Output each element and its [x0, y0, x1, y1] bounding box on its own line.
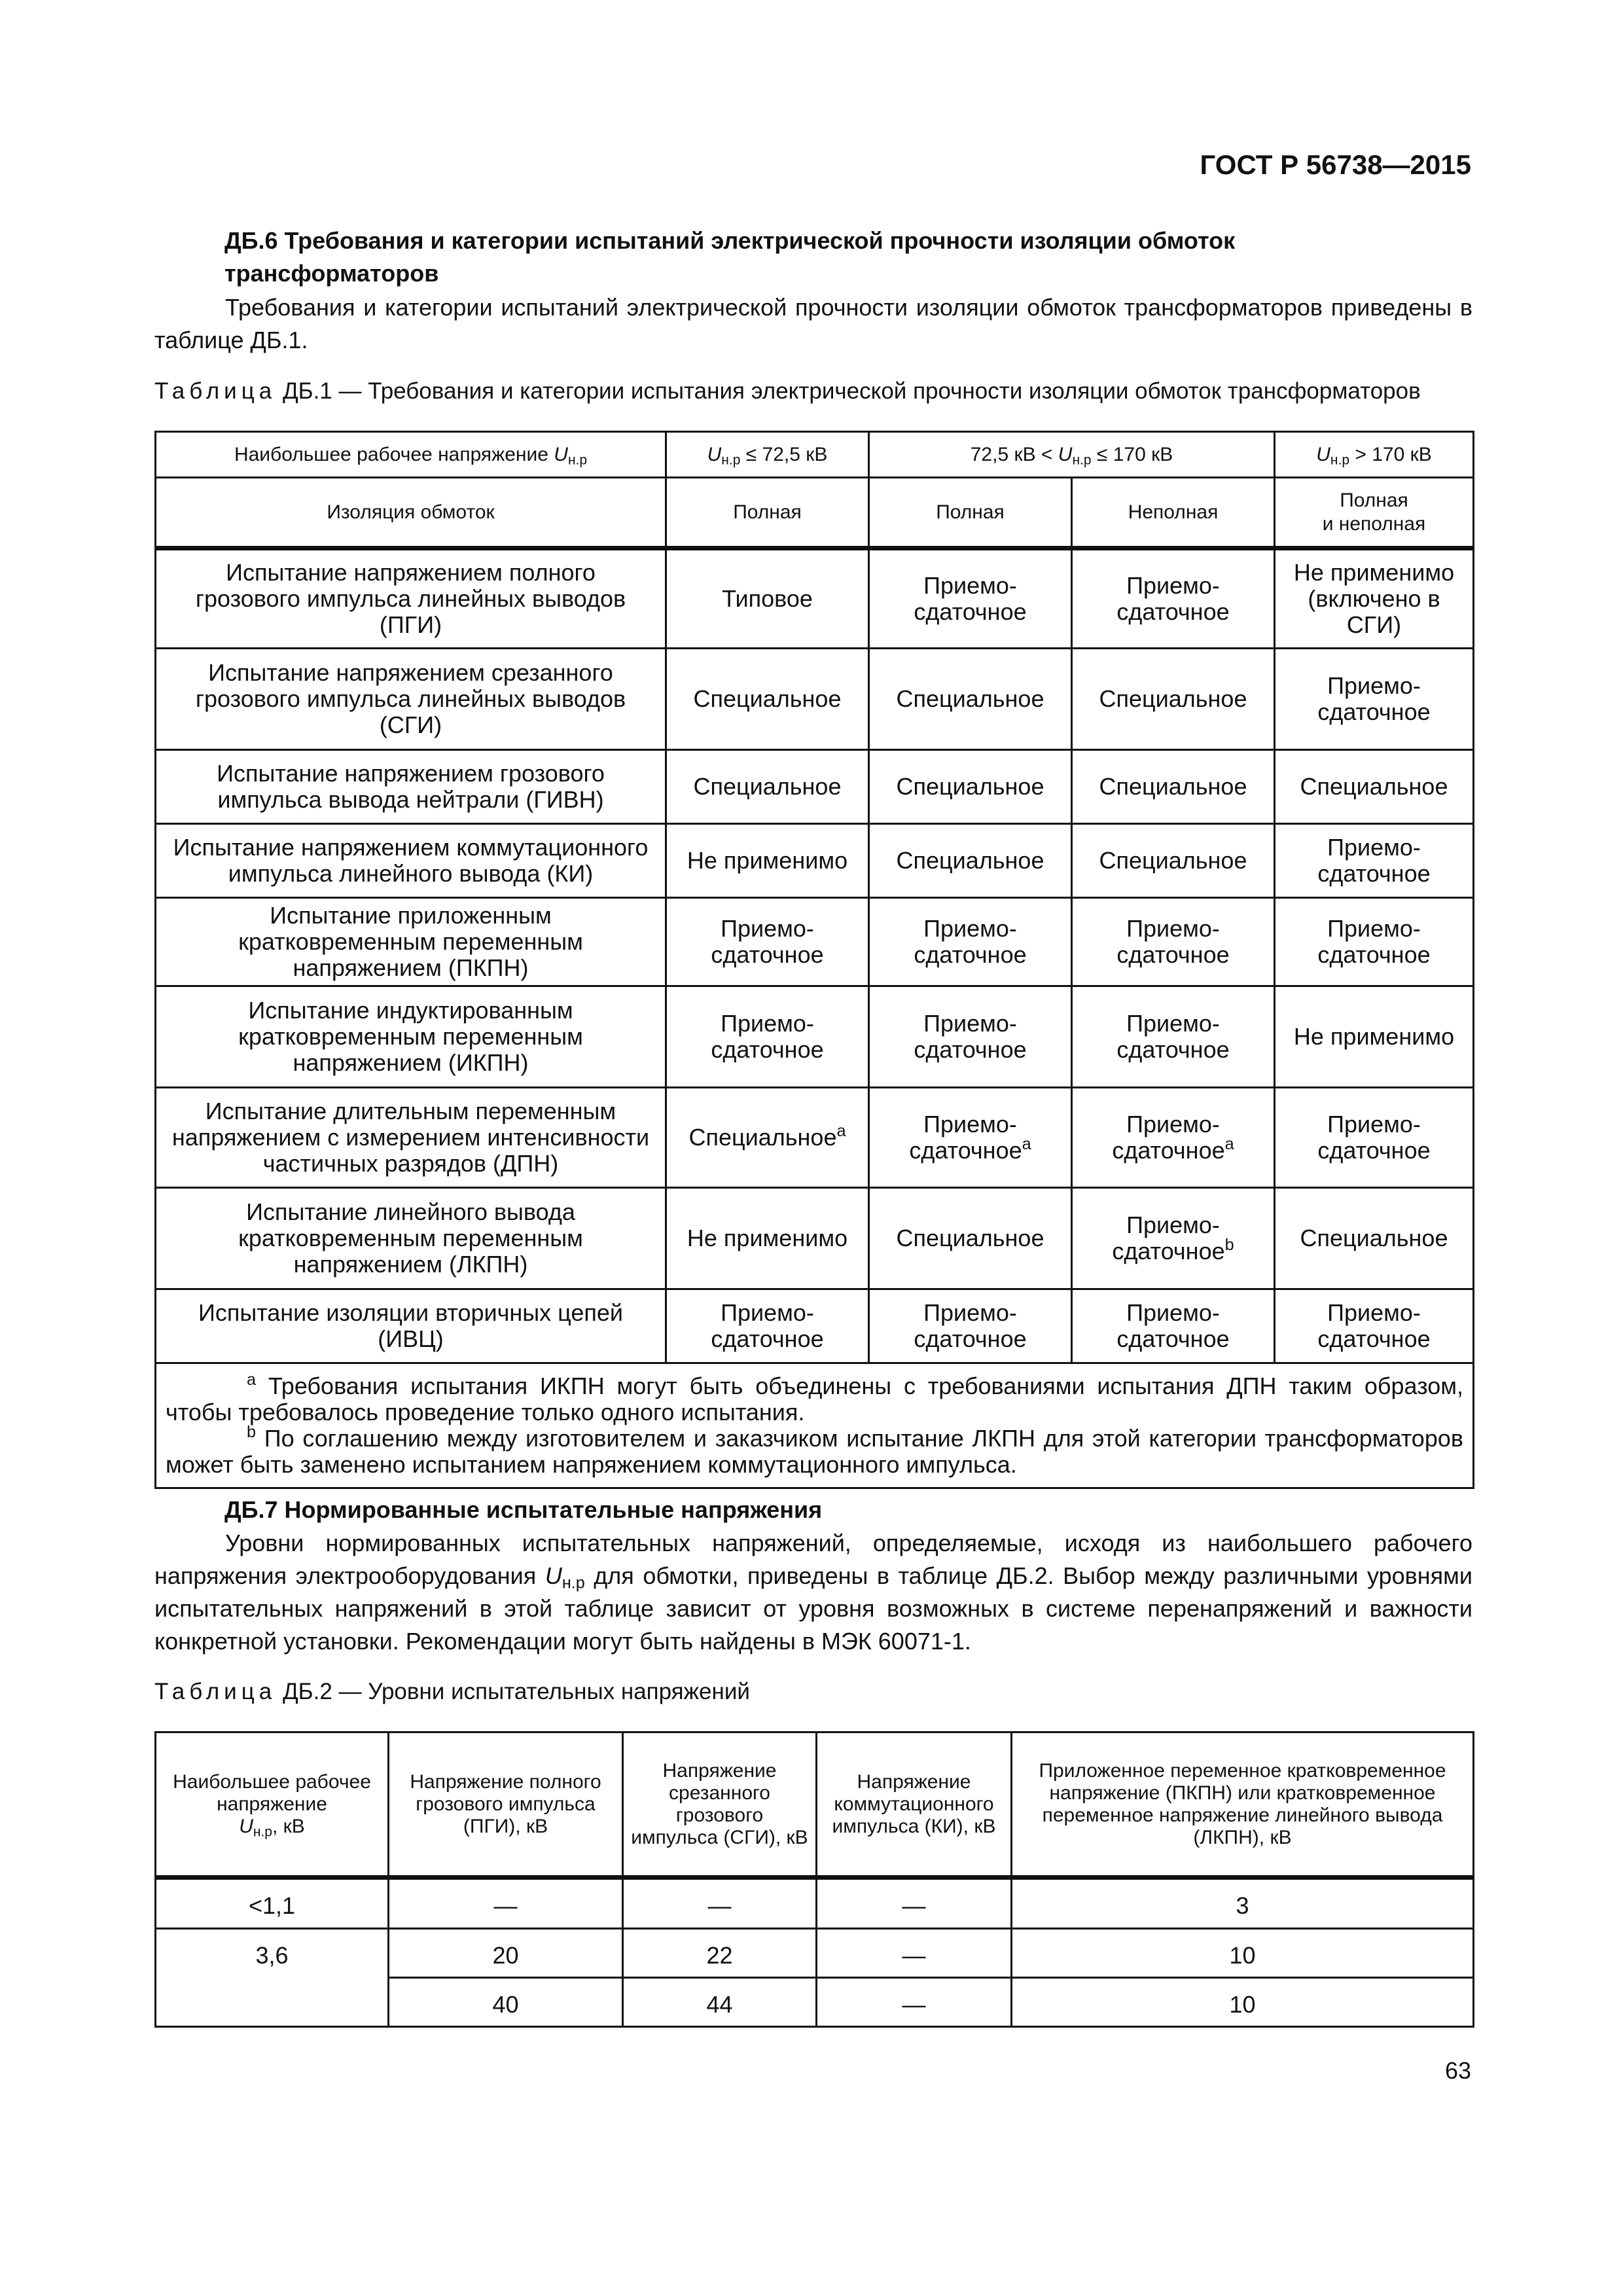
test-name: Испытание индуктированным кратковременным переменным напряжением (ИКПН): [156, 986, 666, 1088]
footnote-ref-a: a: [1022, 1135, 1031, 1154]
table-row: [156, 986, 1474, 1088]
footnote-ref-a: a: [1224, 1135, 1234, 1154]
category-cell: Не применимо: [666, 824, 869, 898]
footnote-ref-a: a: [836, 1122, 846, 1141]
category-cell: Специальное: [1072, 649, 1275, 750]
category-cell: Специальное: [1072, 824, 1275, 898]
category-cell: Приемо-сдаточное$^a$: [1072, 1088, 1275, 1188]
category-cell: Специальное: [869, 649, 1072, 750]
footnote-a: $^a$ Требования испытания ИКПН могут быть объединены с требованиями испытания ДПН таким образом, чтобы требовалось проведение только одного испытания.: [166, 1371, 1463, 1426]
category-cell: Приемо-сдаточное$^b$: [1072, 1188, 1275, 1289]
table1-caption-label: Таблица: [154, 378, 277, 404]
category-cell: Приемо-сдаточное: [666, 986, 869, 1088]
category-cell: Специальное: [869, 824, 1072, 898]
category-cell: Приемо-сдаточное: [1072, 986, 1275, 1088]
voltage-cell: <1,1: [156, 1878, 389, 1929]
table-row: [156, 898, 1474, 986]
table-row: [156, 548, 1474, 649]
table1-full-1: Полная: [666, 478, 869, 548]
category-cell: Приемо-сдаточное: [1275, 1088, 1474, 1188]
table-row: [156, 1188, 1474, 1289]
table1-notes: [156, 1363, 1474, 1488]
footnote-mark-b: b: [247, 1423, 257, 1442]
document-id: ГОСТ Р 56738—2015: [1200, 149, 1471, 180]
table1-insulation-label: Изоляция обмоток: [156, 478, 666, 548]
footnote-b: $^b$ По соглашению между изготовителем и заказчиком испытание ЛКПН для этой категории трансформаторов может быть заменено испытанием напряжением коммутационного импульса.: [166, 1423, 1463, 1478]
value-cell: 3: [1012, 1878, 1474, 1929]
table2-header-max-voltage: Наибольшее рабочее напряжение $U_{н.р}$, кВ: [156, 1732, 389, 1878]
category-cell: Приемо-сдаточное: [1072, 548, 1275, 649]
category-cell: Приемо-сдаточное: [1275, 898, 1474, 986]
category-cell: Приемо-сдаточное$^a$: [869, 1088, 1072, 1188]
table1-full-2: Полная: [869, 478, 1072, 548]
value-cell: 10: [1012, 1978, 1474, 2027]
value-cell: 20: [389, 1929, 623, 1978]
value-cell: 22: [623, 1929, 817, 1978]
test-name: Испытание напряжением срезанного грозового импульса линейных выводов (СГИ): [156, 649, 666, 750]
test-name: Испытание напряжением коммутационного импульса линейного вывода (КИ): [156, 824, 666, 898]
test-name: Испытание линейного вывода кратковременным переменным напряжением (ЛКПН): [156, 1188, 666, 1289]
value-cell: —: [817, 1978, 1012, 2027]
table-row: [156, 824, 1474, 898]
category-cell: Приемо-сдаточное: [1275, 1289, 1474, 1363]
value-cell: —: [817, 1929, 1012, 1978]
table-row: [156, 1088, 1474, 1188]
value-cell: 44: [623, 1978, 817, 2027]
section-db7-heading: ДБ.7 Нормированные испытательные напряжения: [224, 1496, 823, 1523]
section-db6-paragraph: Требования и категории испытаний электрической прочности изоляции обмоток трансформаторов приведены в таблице ДБ.1.: [154, 294, 1472, 353]
voltage-cell: 3,6: [156, 1929, 389, 2027]
table2-header-pgi: Напряжение полного грозового импульса (ПГИ), кВ: [389, 1732, 623, 1878]
value-cell: —: [389, 1878, 623, 1929]
category-cell: Не применимо: [666, 1188, 869, 1289]
category-cell: Специальное: [1275, 750, 1474, 824]
category-cell: Не применимо: [1275, 986, 1474, 1088]
table1-full-and-partial: Полная и неполная: [1275, 478, 1474, 548]
category-cell: Специальное: [869, 750, 1072, 824]
table1-header-range1: $U_{н.р} \le 72,5$ кВ: [666, 432, 869, 478]
test-name: Испытание изоляции вторичных цепей (ИВЦ): [156, 1289, 666, 1363]
table2-caption-label: Таблица: [154, 1679, 277, 1704]
category-cell: Специальное: [666, 750, 869, 824]
table1-subheader-row: [156, 478, 1474, 548]
table2-header-row: [156, 1732, 1474, 1878]
table-row: [156, 1878, 1474, 1929]
table2-header-ki: Напряжение коммутационного импульса (КИ), кВ: [817, 1732, 1012, 1878]
category-cell: Приемо-сдаточное: [1275, 824, 1474, 898]
table-db1: [154, 431, 1474, 1489]
table1-header-range3: $U_{н.р} > 170$ кВ: [1275, 432, 1474, 478]
category-cell: Типовое: [666, 548, 869, 649]
table2-header-pkpn: Приложенное переменное кратковременное напряжение (ПКПН) или кратковременное переменное напряжение линейного вывода (ЛКПН), кВ: [1012, 1732, 1474, 1878]
table-db2: [154, 1731, 1474, 2028]
table-row: [156, 1929, 1474, 1978]
table-row: [156, 649, 1474, 750]
table1-header-row: [156, 432, 1474, 478]
test-name: Испытание приложенным кратковременным переменным напряжением (ПКПН): [156, 898, 666, 986]
value-cell: 40: [389, 1978, 623, 2027]
table-row: [156, 750, 1474, 824]
section-db7-paragraph: Уровни нормированных испытательных напряжений, определяемые, исходя из наибольшего рабочего напряжения электрооборудования $U_{н.р}$ для обмотки, приведены в таблице ДБ.2. Выбор между различными уровнями испытательных напряжений в этой таблице зависит от уровня возможных в системе перенапряжений и важности конкретной установки. Рекомендации могут быть найдены в МЭК 60071-1.: [154, 1530, 1472, 1655]
test-name: Испытание напряжением полного грозового импульса линейных выводов (ПГИ): [156, 548, 666, 649]
value-cell: 10: [1012, 1929, 1474, 1978]
table-row: [156, 1289, 1474, 1363]
table1-header-range2: 72,5 кВ < $U_{н.р} \le 170$ кВ: [869, 432, 1275, 478]
table2-caption-text: ДБ.2 — Уровни испытательных напряжений: [282, 1679, 750, 1704]
footnote-ref-b: b: [1224, 1236, 1234, 1255]
table1-caption: [154, 378, 1421, 404]
table1-caption-text: ДБ.1 — Требования и категории испытания электрической прочности изоляции обмоток трансформаторов: [282, 378, 1421, 404]
page-number: 63: [1444, 2057, 1471, 2084]
category-cell: Приемо-сдаточное: [666, 898, 869, 986]
value-cell: —: [623, 1878, 817, 1929]
category-cell: Специальное: [1275, 1188, 1474, 1289]
test-name: Испытание напряжением грозового импульса вывода нейтрали (ГИВН): [156, 750, 666, 824]
section-db6-heading: ДБ.6 Требования и категории испытаний электрической прочности изоляции обмоток трансформаторов: [224, 227, 1236, 287]
category-cell: Специальное: [1072, 750, 1275, 824]
category-cell: Не применимо (включено в СГИ): [1275, 548, 1474, 649]
category-cell: Специальное$^a$: [666, 1088, 869, 1188]
table2-header-sgi: Напряжение срезанного грозового импульса (СГИ), кВ: [623, 1732, 817, 1878]
test-name: Испытание длительным переменным напряжением с измерением интенсивности частичных разрядов (ДПН): [156, 1088, 666, 1188]
category-cell: Приемо-сдаточное: [869, 1289, 1072, 1363]
category-cell: Приемо-сдаточное: [1072, 1289, 1275, 1363]
category-cell: Приемо-сдаточное: [1072, 898, 1275, 986]
category-cell: Приемо-сдаточное: [869, 548, 1072, 649]
category-cell: Приемо-сдаточное: [869, 898, 1072, 986]
table1-header-max-voltage: Наибольшее рабочее напряжение $U_{н.р}$: [156, 432, 666, 478]
category-cell: Специальное: [666, 649, 869, 750]
category-cell: Приемо-сдаточное: [666, 1289, 869, 1363]
footnote-mark-a: a: [247, 1371, 257, 1390]
category-cell: Специальное: [869, 1188, 1072, 1289]
table2-caption: [154, 1679, 750, 1705]
table1-notes-row: [156, 1363, 1474, 1488]
category-cell: Приемо-сдаточное: [1275, 649, 1474, 750]
table1-partial: Неполная: [1072, 478, 1275, 548]
category-cell: Приемо-сдаточное: [869, 986, 1072, 1088]
value-cell: —: [817, 1878, 1012, 1929]
